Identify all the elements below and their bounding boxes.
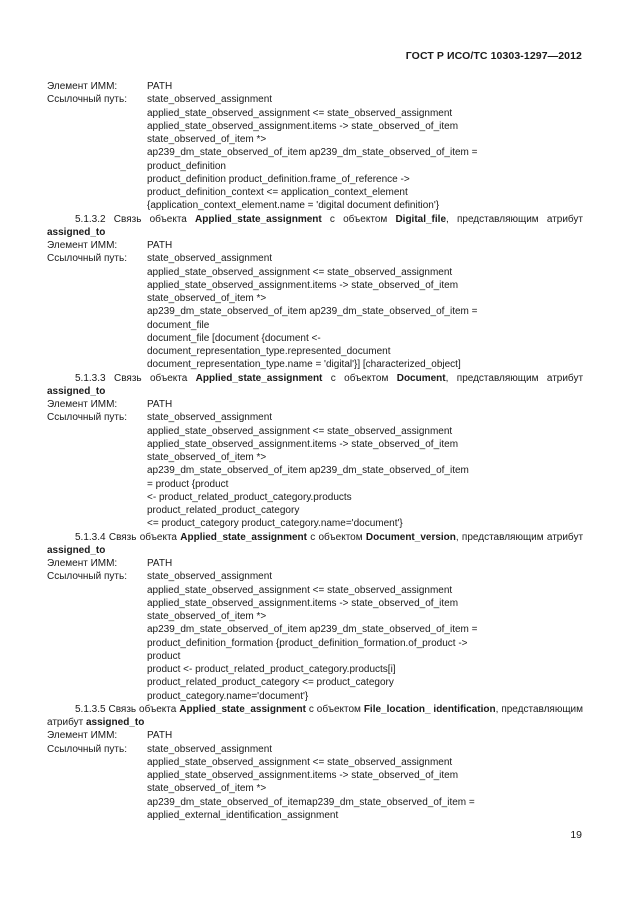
heading-pre: Связь объекта xyxy=(108,703,177,715)
section-heading xyxy=(47,531,583,558)
heading-pre: Связь объекта xyxy=(113,372,188,384)
page-number: 19 xyxy=(570,829,582,841)
path-line: product <- product_related_product_category.products[i] xyxy=(147,664,396,675)
heading-num: 5.1.3.2 xyxy=(75,213,106,225)
path-line: document_representation_type.represented_document xyxy=(147,346,391,357)
section-heading xyxy=(47,703,583,730)
element-label: Элемент ИММ: xyxy=(47,81,118,92)
path-line: state_observed_of_item *> xyxy=(147,134,267,145)
path-line: ap239_dm_state_observed_of_item ap239_dm_state_observed_of_item = xyxy=(147,624,478,636)
heading-post: , представляющим атрибут xyxy=(446,213,583,225)
path-line: {application_context_element.name = 'digital document definition'} xyxy=(147,200,440,212)
path-line: <- product_related_product_category.products xyxy=(147,491,352,503)
element-row xyxy=(47,398,583,411)
element-value: PATH xyxy=(147,399,173,410)
element-row xyxy=(47,729,583,742)
heading-attr: assigned_to xyxy=(85,717,145,728)
path-line: state_observed_assignment xyxy=(147,94,273,106)
ref-path-label: Ссылочный путь: xyxy=(47,94,127,106)
ref-path-row xyxy=(47,93,583,106)
ref-path-row xyxy=(47,743,583,756)
path-line: product_definition xyxy=(147,160,226,172)
heading-post: , представляющим атрибут xyxy=(445,372,584,384)
heading-attr: assigned_to xyxy=(47,226,106,238)
path-line: document_file [document {document <- xyxy=(147,332,321,344)
element-label: Элемент ИММ: xyxy=(47,399,118,410)
element-value: PATH xyxy=(147,558,173,569)
heading-mid: с объектом xyxy=(308,703,361,715)
ref-path-label: Ссылочный путь: xyxy=(47,412,127,424)
heading-target: Document xyxy=(396,372,446,384)
ref-path-label: Ссылочный путь: xyxy=(47,253,127,265)
path-line: applied_state_observed_assignment <= state_observed_assignment xyxy=(147,425,453,437)
heading-mid: с объектом xyxy=(329,213,388,225)
path-line: applied_state_observed_assignment <= state_observed_assignment xyxy=(147,584,453,596)
document-body xyxy=(47,80,583,822)
path-line: product_definition_formation {product_definition_formation.of_product -> xyxy=(147,637,468,649)
path-line: state_observed_assignment xyxy=(147,412,273,424)
path-line: <= product_category product_category.name='document'} xyxy=(147,518,403,530)
path-line: document_representation_type.name = 'digital'}] [characterized_object] xyxy=(147,359,461,371)
heading-attr: assigned_to xyxy=(47,385,106,397)
heading-num: 5.1.3.3 xyxy=(75,372,106,384)
element-value: PATH xyxy=(147,81,173,92)
element-row xyxy=(47,239,583,252)
heading-target: File_location_ identification xyxy=(363,703,496,715)
heading-entity: Applied_state_assignment xyxy=(180,531,307,543)
heading-num: 5.1.3.4 xyxy=(75,531,106,543)
element-label: Элемент ИММ: xyxy=(47,730,118,742)
heading-entity: Applied_state_assignment xyxy=(195,213,322,225)
path-line: state_observed_assignment xyxy=(147,253,273,265)
path-line: state_observed_assignment xyxy=(147,571,273,583)
heading-entity: Applied_state_assignment xyxy=(179,703,306,715)
ref-path-row xyxy=(47,252,583,265)
heading-entity: Applied_state_assignment xyxy=(195,372,323,384)
ref-path-row xyxy=(47,411,583,424)
path-line: ap239_dm_state_observed_of_itemap239_dm_state_observed_of_item = xyxy=(147,796,475,808)
path-line: product_definition product_definition.frame_of_reference -> xyxy=(147,173,410,185)
path-line: applied_state_observed_assignment.items -> state_observed_of_item xyxy=(147,438,459,450)
path-line: product_category.name='document'} xyxy=(147,690,309,702)
path-line: document_file xyxy=(147,319,210,331)
path-line: state_observed_of_item *> xyxy=(147,452,267,463)
element-label: Элемент ИММ: xyxy=(47,240,118,251)
section-heading xyxy=(47,213,583,240)
path-line: ap239_dm_state_observed_of_item ap239_dm_state_observed_of_item xyxy=(147,465,469,477)
ref-path-label: Ссылочный путь: xyxy=(47,571,127,583)
path-line: state_observed_of_item *> xyxy=(147,611,267,622)
element-label: Элемент ИММ: xyxy=(47,558,118,569)
path-line: ap239_dm_state_observed_of_item ap239_dm_state_observed_of_item = xyxy=(147,306,478,318)
path-line: state_observed_assignment xyxy=(147,743,273,755)
path-line: product_related_product_category <= product_category xyxy=(147,677,394,689)
path-line: applied_state_observed_assignment <= state_observed_assignment xyxy=(147,756,453,768)
path-line: ap239_dm_state_observed_of_item ap239_dm_state_observed_of_item = xyxy=(147,147,478,159)
heading-pre: Связь объекта xyxy=(113,213,187,225)
path-line: state_observed_of_item *> xyxy=(147,293,267,304)
path-line: product_definition_context <= application_context_element xyxy=(147,187,408,198)
heading-pre: Связь объекта xyxy=(108,531,177,543)
heading-post: , представляющим атрибут xyxy=(47,703,584,728)
heading-target: Digital_file xyxy=(395,213,447,225)
ref-path-row xyxy=(47,570,583,583)
heading-num: 5.1.3.5 xyxy=(75,703,106,715)
path-line: applied_external_identification_assignment xyxy=(147,809,339,821)
document-header: ГОСТ Р ИСО/ТС 10303-1297—2012 xyxy=(405,50,582,62)
path-line: applied_state_observed_assignment <= state_observed_assignment xyxy=(147,107,453,119)
element-value: PATH xyxy=(147,240,173,251)
path-line: = product {product xyxy=(147,478,229,490)
heading-target: Document_version xyxy=(365,531,456,543)
path-line: applied_state_observed_assignment.items -> state_observed_of_item xyxy=(147,770,459,781)
path-line: applied_state_observed_assignment.items -> state_observed_of_item xyxy=(147,279,459,291)
path-line: applied_state_observed_assignment <= state_observed_assignment xyxy=(147,266,453,278)
element-row xyxy=(47,557,583,570)
heading-mid: с объектом xyxy=(310,531,363,543)
element-row xyxy=(47,80,583,93)
section-heading xyxy=(47,372,583,399)
path-line: applied_state_observed_assignment.items -> state_observed_of_item xyxy=(147,120,459,132)
element-value: PATH xyxy=(147,730,173,742)
heading-post: , представляющим атрибут xyxy=(455,531,584,543)
ref-path-label: Ссылочный путь: xyxy=(47,743,127,755)
path-line: applied_state_observed_assignment.items -> state_observed_of_item xyxy=(147,597,459,609)
path-line: product_related_product_category xyxy=(147,505,300,516)
path-line: state_observed_of_item *> xyxy=(147,783,267,795)
path-line: product xyxy=(147,650,181,662)
heading-mid: с объектом xyxy=(330,372,389,384)
heading-attr: assigned_to xyxy=(47,544,106,556)
